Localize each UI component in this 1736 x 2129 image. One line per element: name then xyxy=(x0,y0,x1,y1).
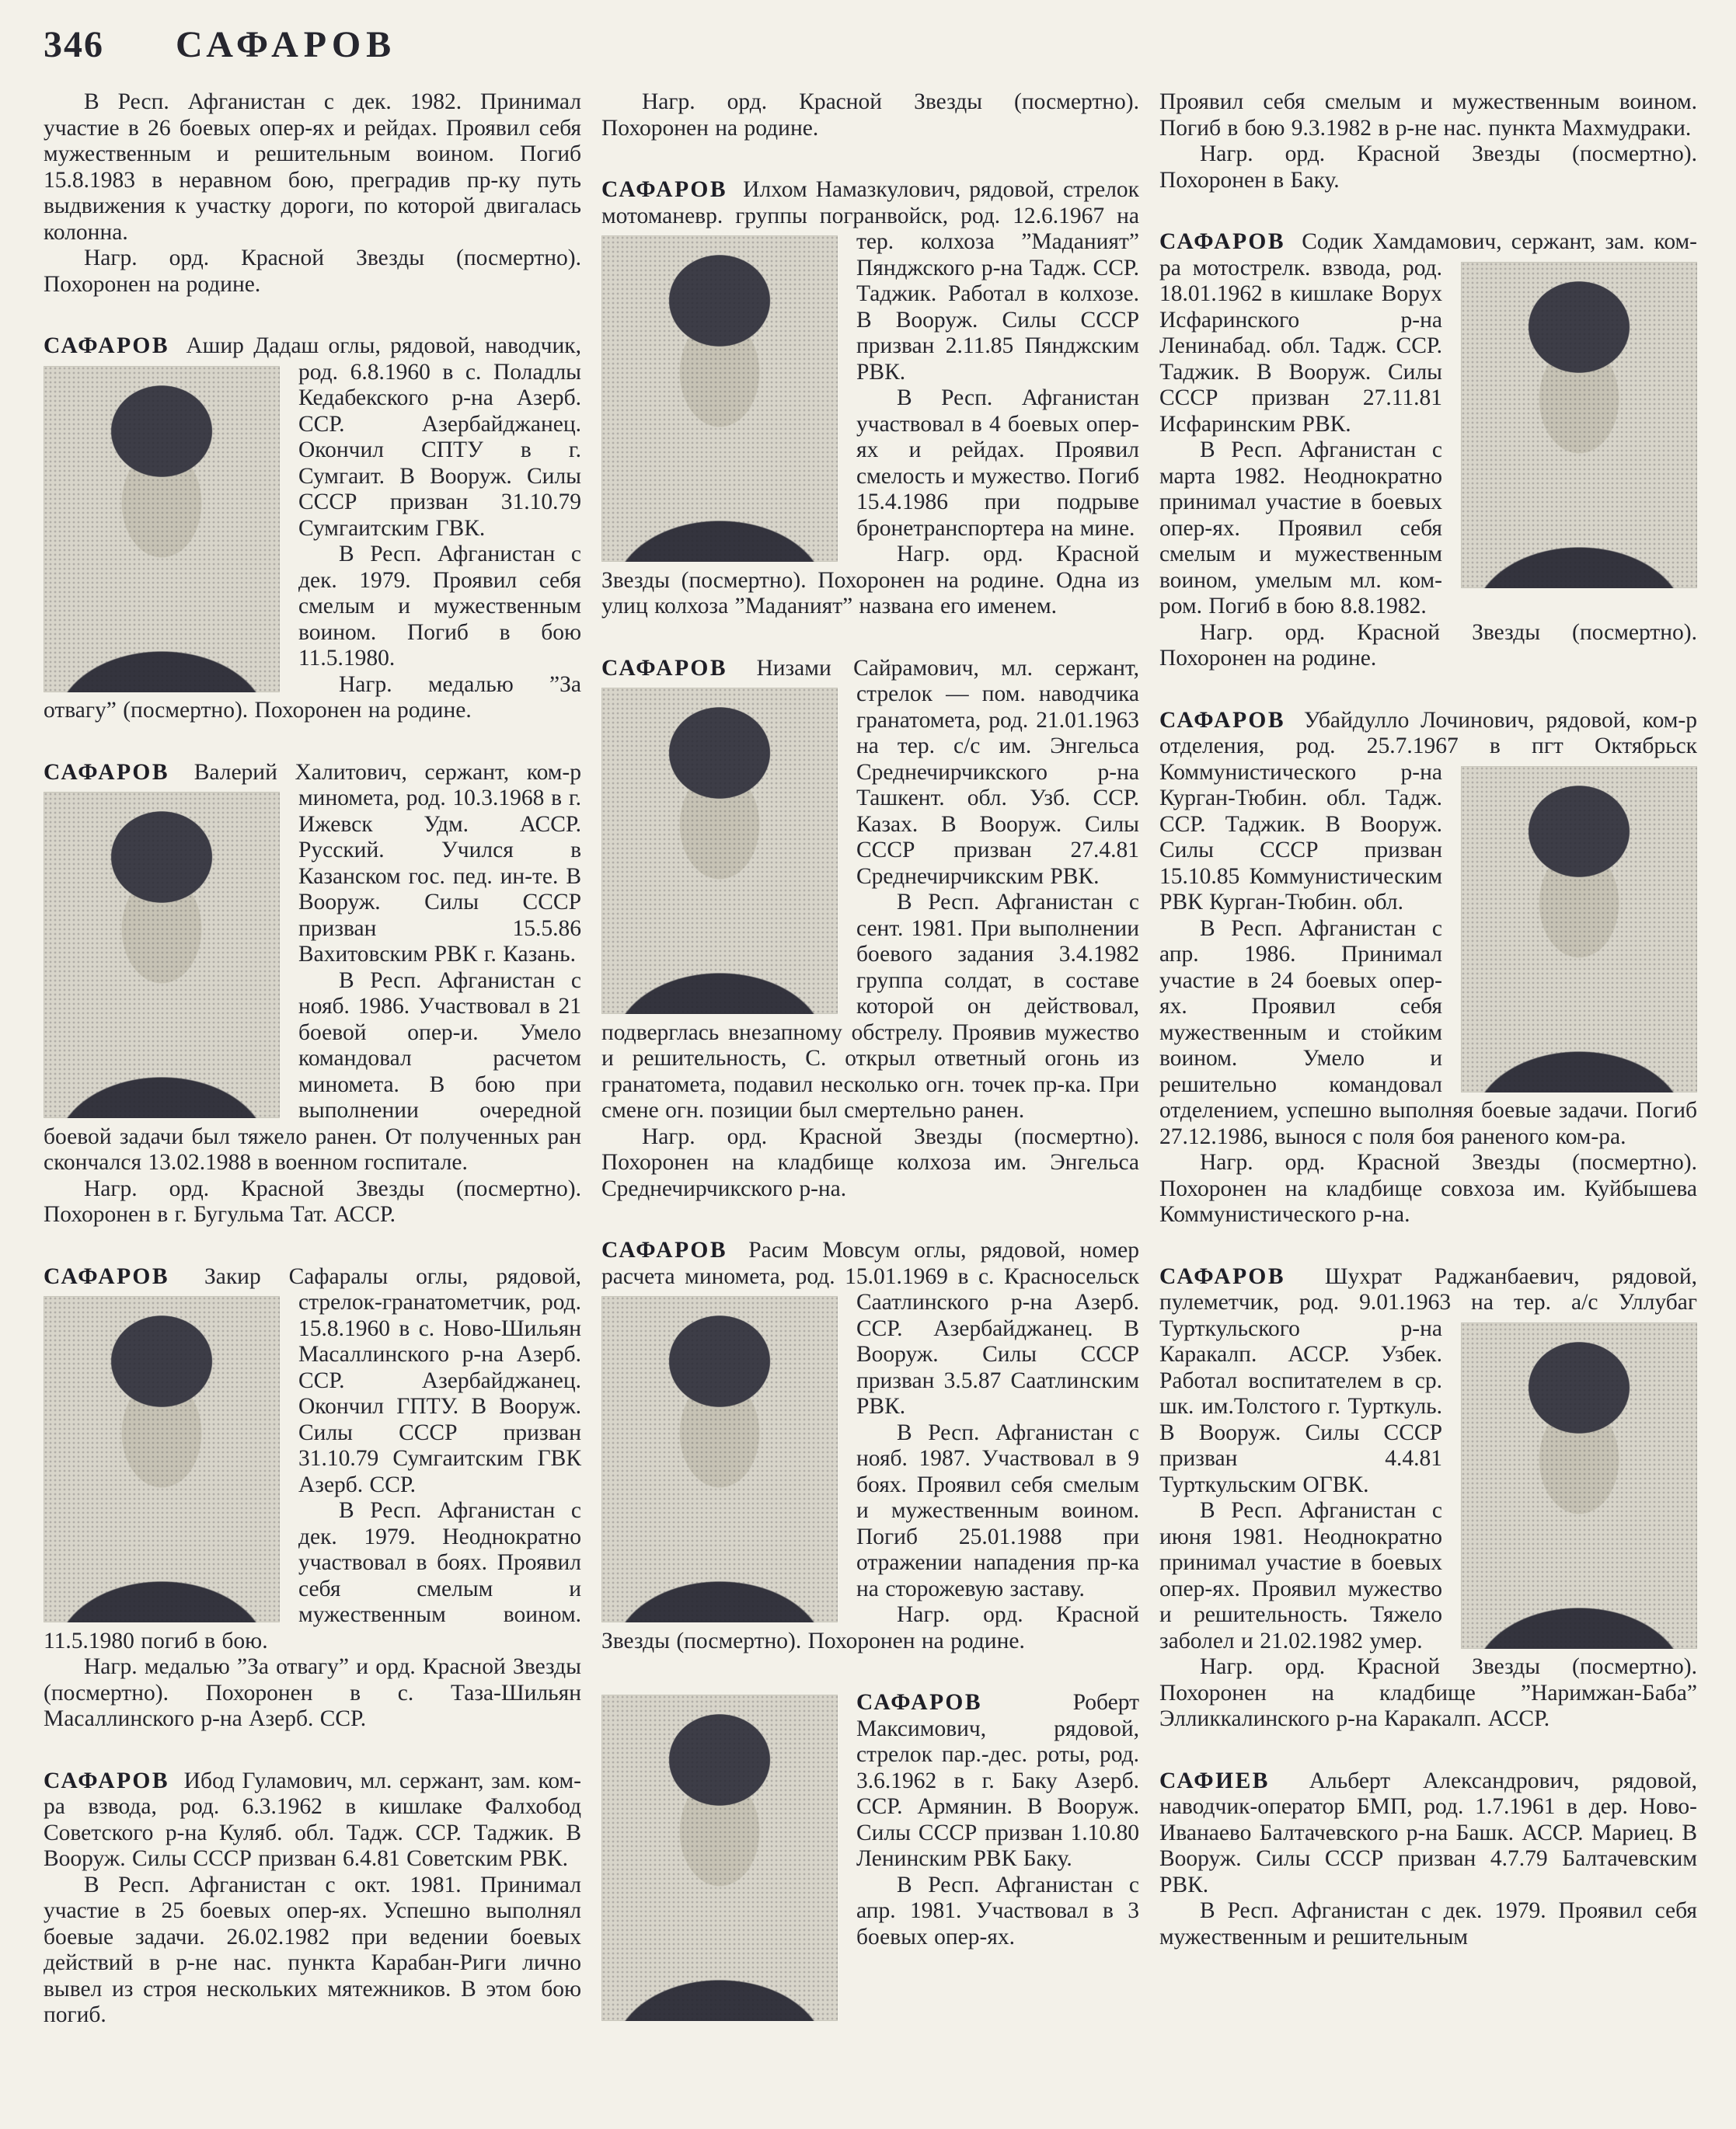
entry-paragraph: В Респ. Афганистан с дек. 1979. Проявил себя смелым и мужественным воином. Погиб в бою 11.5.1980. xyxy=(298,542,581,671)
entry-safarov-sodik xyxy=(1159,229,1697,672)
entry-paragraph: Нагр. орд. Красной Звезды (посмертно). Похоронен на кладбище совхоза им. Куйбышева Коммунистического р-на. xyxy=(1159,1150,1697,1227)
entry-first-paragraph xyxy=(44,1264,581,1499)
entry-body-text: в с. Красносельск Саатлинского р-на Азерб. ССР. Азербайджанец. В Вооруж. Силы СССР призван 3.5.87 Саатлинским РВК. xyxy=(856,1263,1139,1419)
entry-first-paragraph xyxy=(601,1690,1139,1873)
entry-surname: САФАРОВ xyxy=(44,759,170,785)
entry-paragraph: Нагр. орд. Красной Звезды (посмертно). Похоронен на кладбище колхоза им. Энгельса Среднечирчикского р-на. xyxy=(601,1124,1139,1201)
entry-intro-text: Низами Сайрамович, мл. сержант, стрелок — пом. наводчика xyxy=(756,655,1139,706)
entry-first-paragraph xyxy=(44,760,581,968)
entry-body-text: гранатомета, род. 21.01.1963 на тер. с/с им. Энгельса Среднечирчикского р-на Ташкент. обл. Узб. ССР. Казах. В Вооруж. Силы СССР призван 27.4.81 Среднечирчикским РВК. xyxy=(856,707,1139,889)
entry-surname: САФИЕВ xyxy=(1159,1768,1270,1793)
entry-paragraph: В Респ. Афганистан с апр. 1981. Участвовал в 3 боевых опер-ях. xyxy=(856,1872,1139,1950)
portrait-photo xyxy=(44,792,280,1118)
entry-paragraph: В Респ. Афганистан с нояб. 1986. Участвовал в 21 боевой опер-и. Умело командовал расчетом миномета. В бою при выполнении очередной боевой задачи был тяжело ранен. От полученных ран скончался 13.02.1988 в военном госпитале. xyxy=(44,967,581,1175)
entry-body-text: Октябрьск Коммунистического р-на Курган-Тюбин. обл. Тадж. ССР. Таджик. В Вооруж. Силы СССР призван 15.10.85 Коммунистическим РВК Курган-Тюбин. обл. xyxy=(1159,733,1698,915)
entry-surname: САФАРОВ xyxy=(601,177,728,202)
page-number: 346 xyxy=(44,24,104,65)
entry-safarov-zakir xyxy=(44,1264,581,1733)
text-columns xyxy=(44,89,1697,2029)
entry-paragraph: Нагр. орд. Красной Звезды (посмертно). Похоронен на родине. xyxy=(601,1602,1139,1653)
entry-first-paragraph xyxy=(1159,708,1697,916)
entry-intro-text: Закир Сафаралы оглы, рядовой, стрелок-гранатометчик, род. xyxy=(204,1263,581,1315)
entry-first-paragraph xyxy=(601,656,1139,890)
entry-safarov-rasim xyxy=(601,1238,1139,1654)
entry-surname: САФАРОВ xyxy=(44,333,170,358)
entry-surname: САФАРОВ xyxy=(1159,229,1286,254)
entry-paragraph: В Респ. Афганистан с апр. 1986. Принимал участие в 24 боевых опер-ях. Проявил себя мужественным и стойким воином. Умело и решительно командовал отделением, успешно выполняя боевые задачи. Погиб 27.12.1986, вынося с поля боя раненого ком-ра. xyxy=(1159,915,1697,1149)
continuation-paragraph: Нагр. орд. Красной Звезды (посмертно). Похоронен на родине. xyxy=(601,89,1139,141)
portrait-photo xyxy=(44,1296,280,1622)
entry-continuation xyxy=(601,89,1139,141)
entry-continuation xyxy=(1159,89,1697,193)
entry-safarov-shukhrat xyxy=(1159,1264,1697,1733)
entry-body-text: Кедабекского р-на Азерб. ССР. Азербайджанец. Окончил СПТУ в г. Сумгаит. В Вооруж. Силы СССР призван 31.10.79 Сумгаитским ГВК. xyxy=(298,385,581,541)
continuation-paragraph: В Респ. Афганистан с дек. 1982. Принимал участие в 26 боевых опер-ях и рейдах. Проявил себя мужественным и решительным воином. Погиб 15.8.1983 в неравном бою, преградив пр-ку путь выдвижения к участку дороги, по которой двигалась колонна. xyxy=(44,89,581,245)
portrait-photo xyxy=(1461,1322,1697,1649)
entry-continuation xyxy=(44,89,581,298)
entry-body-text: 18.01.1962 в кишлаке Ворух Исфаринского р-на Ленинабад. обл. Тадж. ССР. Таджик. В Вооруж. Силы СССР призван 27.11.81 Исфаринским РВК. xyxy=(1159,281,1442,437)
entry-first-paragraph xyxy=(1159,229,1697,437)
entry-paragraph: Нагр. орд. Красной Звезды (посмертно). Похоронен на родине. xyxy=(1159,619,1697,671)
entry-body-text: 15.8.1960 в с. Ново-Шильян Масаллинского р-на Азерб. ССР. Азербайджанец. Окончил ГПТУ. В Вооруж. Силы СССР призван 31.10.79 Сумгаитским ГВК Азерб. ССР. xyxy=(298,1315,581,1497)
portrait-photo xyxy=(601,1695,838,2021)
entry-safarov-robert xyxy=(601,1690,1139,2026)
entry-first-paragraph xyxy=(601,1238,1139,1420)
entry-paragraph: В Респ. Афганистан участвовал в 4 боевых опер-ях и рейдах. Проявил смелость и мужество. Погиб 15.4.1986 при подрыве бронетранспортера на мине. xyxy=(856,385,1139,541)
entry-paragraph: В Респ. Афганистан с окт. 1981. Принимал участие в 25 боевых опер-ях. Успешно выполнял боевые задачи. 26.02.1982 при ведении боевых действий в р-не нас. пункта Карабан-Риги лично вывел из строя нескольких мятежников. В этом бою погиб. xyxy=(44,1872,581,2027)
entry-intro-text: Содик Хамдамович, сержант, зам. ком-ра мотострелк. взвода, род. xyxy=(1159,229,1697,280)
entry-intro-text: Ибод Гуламович, мл. сержант, зам. ком-ра взвода, род. 6.3.1962 в кишлаке Фалхобод Советского р-на Куляб. обл. Тадж. ССР. Таджик. В Вооруж. Силы СССР призван 6.4.81 Советским РВК. xyxy=(44,1768,582,1871)
entry-intro-text: Шухрат Раджанбаевич, рядовой, пулеметчик, род. 9.01.1963 на тер. а/с xyxy=(1159,1263,1697,1315)
entry-paragraph: Нагр. орд. Красной Звезды (посмертно). Похоронен в г. Бугульма Тат. АССР. xyxy=(44,1176,581,1227)
portrait-photo xyxy=(1461,766,1697,1092)
entry-first-paragraph xyxy=(1159,1768,1697,1899)
entry-intro-text: Убайдулло Лочинович, рядовой, ком-р отделения, род. 25.7.1967 в пгт xyxy=(1159,707,1698,758)
page-header xyxy=(44,23,1697,66)
entry-safiev-albert xyxy=(1159,1768,1697,1951)
column-1 xyxy=(44,89,581,2029)
entry-safarov-ashir xyxy=(44,333,581,724)
entry-first-paragraph xyxy=(44,333,581,542)
entry-first-paragraph xyxy=(1159,1264,1697,1499)
entry-paragraph: В Респ. Афганистан с марта 1982. Неоднократно принимал участие в боевых опер-ях. Проявил себя смелым и мужественным воином, умелым мл. ком-ром. Погиб в бою 8.8.1982. xyxy=(1159,437,1442,618)
portrait-photo xyxy=(1461,262,1697,588)
entry-intro-text: Илхом Намазкулович, рядовой, стрелок мотоманевр. группы погранвойск, xyxy=(601,177,1139,228)
entry-first-paragraph xyxy=(44,1768,581,1873)
portrait-photo xyxy=(44,366,280,692)
entry-safarov-ilhom xyxy=(601,177,1139,620)
entry-paragraph: В Респ. Афганистан с сент. 1981. При выполнении боевого задания 3.4.1982 группа солдат, в составе которой он действовал, подверглась внезапному обстрелу. Проявив мужество и решительность, С. открыл ответный огонь из гранатомета, подавил несколько огн. точек пр-ка. При смене огн. позиции был смертельно ранен. xyxy=(601,890,1139,1123)
page-title: САФАРОВ xyxy=(176,24,397,65)
entry-paragraph: Нагр. медалью ”За отвагу” (посмертно). Похоронен на родине. xyxy=(44,671,581,723)
entry-surname: САФАРОВ xyxy=(601,655,728,681)
entry-safarov-nizami xyxy=(601,656,1139,1203)
entry-paragraph: В Респ. Афганистан с дек. 1979. Неоднократно участвовал в боях. Проявил себя смелым и мужественным воином. 11.5.1980 погиб в бою. xyxy=(44,1498,581,1653)
portrait-photo xyxy=(601,1296,838,1622)
continuation-paragraph: Нагр. орд. Красной Звезды (посмертно). Похоронен в Баку. xyxy=(1159,141,1697,193)
entry-surname: САФАРОВ xyxy=(601,1238,728,1263)
entry-safarov-ibod xyxy=(44,1768,581,2029)
entry-first-paragraph xyxy=(601,177,1139,385)
entry-paragraph: В Респ. Афганистан с нояб. 1987. Участвовал в 9 боях. Проявил себя смелым и мужественным воином. Погиб 25.01.1988 при отражении нападения пр-ка на сторожевую заставу. xyxy=(856,1420,1139,1601)
entry-safarov-ubaidullo xyxy=(1159,708,1697,1228)
entry-body-text: Уллубаг Турткульского р-на Каракалп. АССР. Узбек. Работал воспитателем в ср. шк. им.Толстого г. Турткуль. В Вооруж. Силы СССР призван 4.4.81 Турткульским ОГВК. xyxy=(1159,1290,1697,1497)
entry-intro-text: Роберт Максимович, рядовой, стрелок пар.-дес. роты, род. 3.6.1962 в г. Баку Азерб. ССР. Армянин. В Вооруж. Силы СССР призван 1.10.80 Ленинским РВК Баку. xyxy=(856,1690,1139,1871)
entry-paragraph: Нагр. медалью ”За отвагу” и орд. Красной Звезды (посмертно). Похоронен в с. Таза-Шильян Масаллинского р-на Азерб. ССР. xyxy=(44,1654,581,1731)
entry-surname: САФАРОВ xyxy=(44,1768,170,1793)
continuation-paragraph: Проявил себя смелым и мужественным воином. Погиб в бою 9.3.1982 в р-не нас. пункта Махмудраки. xyxy=(1159,89,1697,141)
column-2 xyxy=(601,89,1139,2029)
entry-intro-text: Ашир Дадаш оглы, рядовой, наводчик, род. 6.8.1960 в с. Поладлы xyxy=(186,333,581,385)
continuation-paragraph: Нагр. орд. Красной Звезды (посмертно). Похоронен на родине. xyxy=(44,246,581,297)
entry-surname: САФАРОВ xyxy=(44,1263,170,1289)
column-3 xyxy=(1159,89,1697,2029)
entry-intro-text: Расим Мовсум оглы, рядовой, номер расчета миномета, род. 15.01.1969 xyxy=(601,1238,1139,1289)
entry-paragraph: В Респ. Афганистан с дек. 1979. Проявил себя мужественным и решительным xyxy=(1159,1898,1697,1950)
entry-paragraph: В Респ. Афганистан с июня 1981. Неоднократно принимал участие в боевых опер-ях. Проявил мужество и решительность. Тяжело заболел и 21.02.1982 умер. xyxy=(1159,1498,1442,1653)
portrait-photo xyxy=(601,235,838,562)
entry-paragraph: Нагр. орд. Красной Звезды (посмертно). Похоронен на родине. Одна из улиц колхоза ”Маданият” названа его именем. xyxy=(601,542,1139,618)
entry-intro-text: Валерий Халитович, сержант, ком-р миномета, род. 10.3.1968 в г. xyxy=(193,759,581,810)
entry-body-text: Ижевск Удм. АССР. Русский. Учился в Казанском гос. пед. ин-те. В Вооруж. Силы СССР призван 15.5.86 Вахитовским РВК г. Казань. xyxy=(298,811,581,967)
entry-safarov-valeriy xyxy=(44,760,581,1228)
entry-surname: САФАРОВ xyxy=(1159,707,1286,733)
entry-surname: САФАРОВ xyxy=(1159,1263,1286,1289)
entry-intro-text: Альберт Александрович, рядовой, наводчик-оператор БМП, род. 1.7.1961 в дер. Ново-Иванаево Балтачевского р-на Башк. АССР. Мариец. В Вооруж. Силы СССР призван 4.7.79 Балтачевским РВК. xyxy=(1159,1768,1697,1897)
entry-surname: САФАРОВ xyxy=(856,1690,983,1715)
entry-body-text: род. 12.6.1967 на тер. колхоза ”Маданият” Пянджского р-на Тадж. ССР. Таджик. Работал в колхозе. В Вооруж. Силы СССР призван 2.11.85 Пянджским РВК. xyxy=(856,203,1139,385)
portrait-photo xyxy=(601,688,838,1014)
entry-paragraph: Нагр. орд. Красной Звезды (посмертно). Похоронен на кладбище ”Наримжан-Баба” Элликкалинского р-на Каракалп. АССР. xyxy=(1159,1654,1697,1731)
